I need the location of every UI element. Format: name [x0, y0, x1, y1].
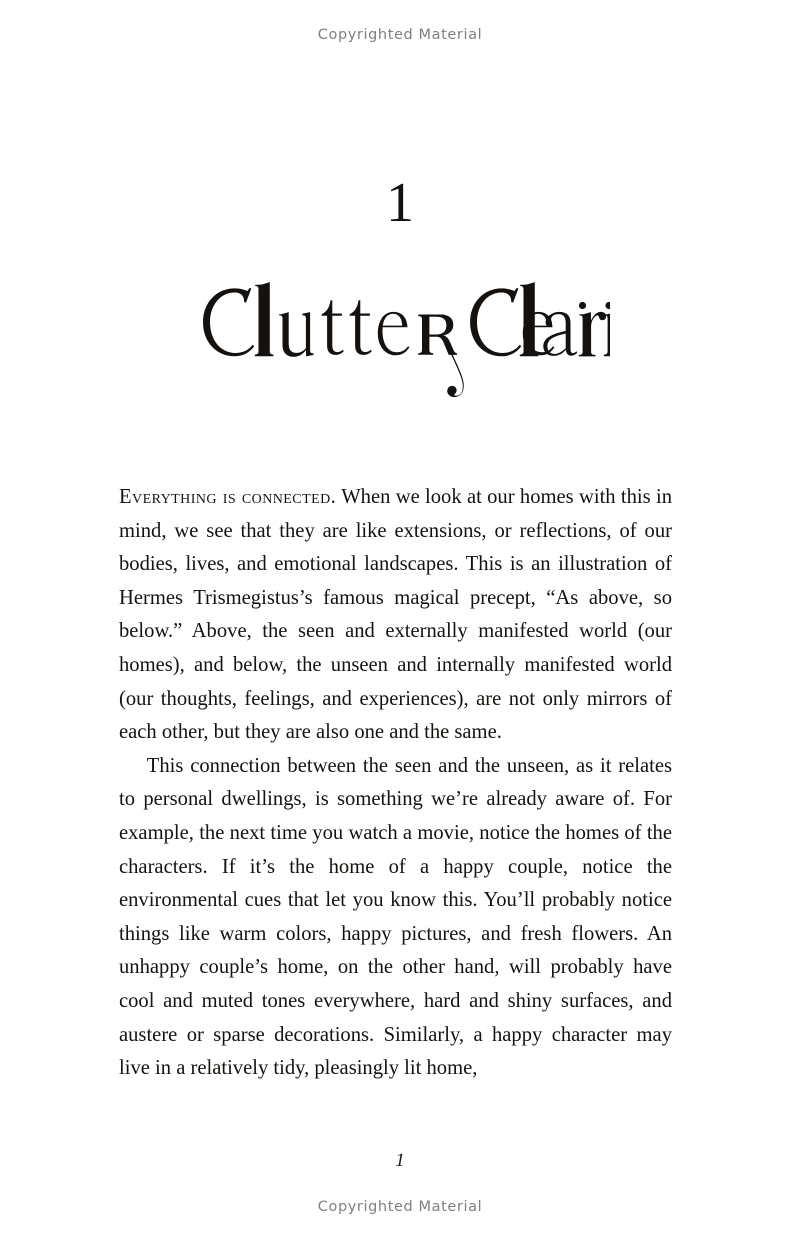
watermark-top: Copyrighted Material	[317, 27, 483, 43]
paragraph-2-text: This connection between the seen and the unseen, as it relates to personal dwellings, is something we’re already aware of. For example, the next time you watch a movie, notice the homes of the characters. If it’s the home of a happy couple, notice the environmental cues that let you know this. You’ll probably notice things like warm colors, happy pictures, and fresh flowers. An unhappy couple’s home, on the other hand, will probably have cool and muted tones everywhere, hard and shiny surfaces, and austere or sparse decorations. Similarly, a happy character may live in a relatively tidy, pleasingly lit home,	[119, 754, 672, 1080]
paragraph-1	[119, 481, 672, 750]
opening-small-caps: Everything is connected.	[119, 486, 337, 508]
chapter-title-artwork	[190, 272, 610, 402]
body-text	[119, 481, 672, 1086]
paragraph-1-text: When we look at our homes with this in mind, we see that they are like extensions, or reflections, of our bodies, lives, and emotional landscapes. This is an illustration of Hermes Trismegistus’s famous magical precept, “As above, so below.” Above, the seen and externally manifested world (our homes), and below, the unseen and internally manifested world (our thoughts, feelings, and experiences), are not only mirrors of each other, but they are also one and the same.	[119, 486, 672, 744]
chapter-number: 1	[386, 172, 414, 234]
chapter-title	[0, 272, 800, 412]
page-number: 1	[395, 1150, 405, 1171]
paragraph-2	[119, 750, 672, 1086]
watermark-bottom: Copyrighted Material	[317, 1199, 483, 1215]
